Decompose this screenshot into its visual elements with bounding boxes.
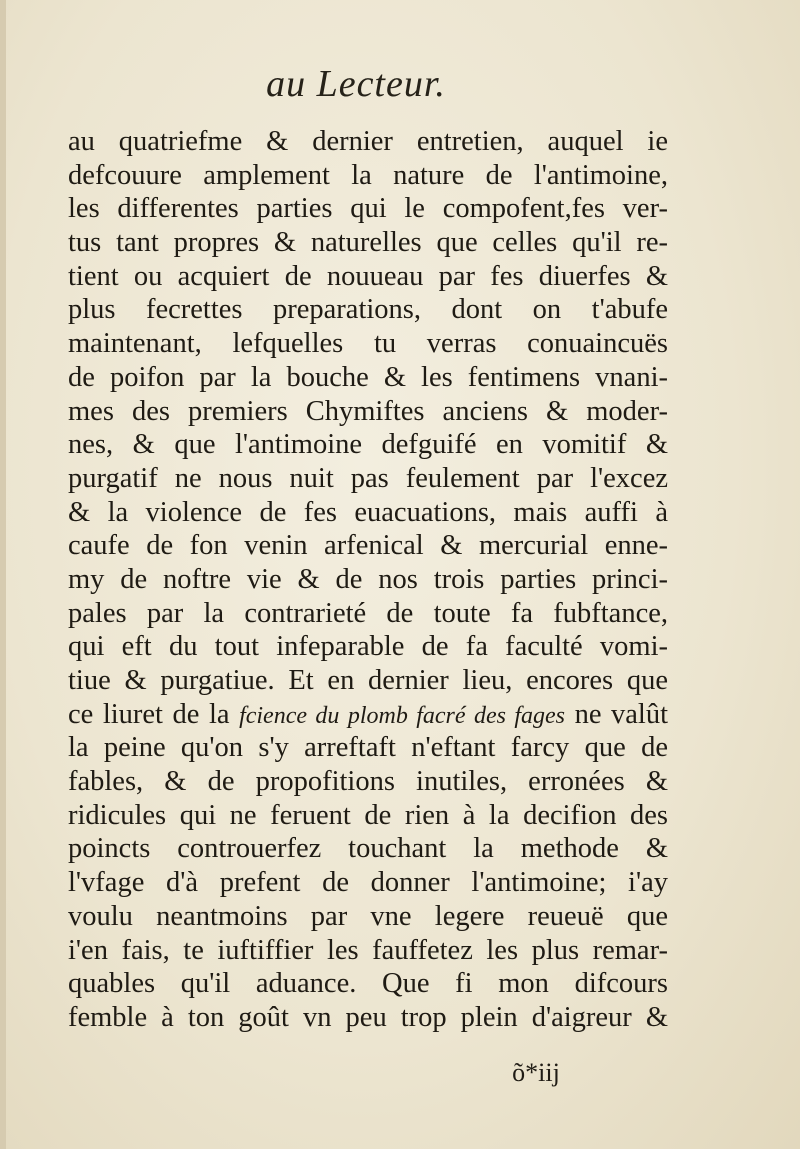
- running-title: au Lecteur.: [266, 63, 446, 105]
- text-line: maintenant, lefquelles tu verras conuaincuës: [68, 328, 668, 360]
- text-line: l'vfage d'à prefent de donner l'antimoine; i'ay: [68, 867, 668, 899]
- text-fragment: ne valût: [565, 698, 668, 730]
- text-line: la peine qu'on s'y arreftaft n'eftant farcy que de: [68, 732, 668, 764]
- signature-mark: õ*iij: [512, 1058, 560, 1087]
- text-line: de poifon par la bouche & les fentimens vnani-: [68, 361, 668, 393]
- text-fragment: ce liuret de la: [68, 698, 240, 730]
- text-line: & la violence de fes euacuations, mais auffi à: [68, 496, 668, 528]
- text-line: tiue & purgatiue. Et en dernier lieu, encores que: [68, 665, 668, 696]
- text-line: poincts controuerfez touchant la methode &: [68, 833, 668, 865]
- text-line: femble à ton goût vn peu trop plein d'aigreur &: [68, 1001, 668, 1033]
- text-line: my de noftre vie & de nos trois parties princi-: [68, 563, 668, 595]
- text-line: fables, & de propofitions inutiles, erronées &: [68, 766, 668, 798]
- text-line: les differentes parties qui le compofent,fes ver-: [68, 193, 668, 225]
- text-line: purgatif ne nous nuit pas feulement par l'excez: [68, 462, 668, 494]
- text-line: defcouure amplement la nature de l'antimoine,: [68, 159, 668, 191]
- book-title-italic: fcience du plomb facré des fages: [239, 702, 566, 729]
- body-text: [68, 125, 668, 1035]
- text-line: quables qu'il aduance. Que fi mon difcours: [68, 968, 668, 1000]
- text-line: caufe de fon venin arfenical & mercurial enne-: [68, 530, 668, 562]
- text-line: i'en fais, te iuftiffier les fauffetez les plus remar-: [68, 934, 668, 966]
- text-line: tient ou acquiert de nouueau par fes diuerfes &: [68, 260, 668, 292]
- text-line: voulu neantmoins par vne legere reueuë que: [68, 900, 668, 932]
- text-line: tus tant propres & naturelles que celles qu'il re-: [68, 227, 668, 259]
- text-line: nes, & que l'antimoine defguifé en vomitif &: [68, 429, 668, 461]
- text-line: qui eft du tout infeparable de fa faculté vomi-: [68, 631, 668, 663]
- text-line-with-title: [68, 698, 668, 732]
- text-line: plus fecrettes preparations, dont on t'abufe: [68, 294, 668, 326]
- text-line: pales par la contrarieté de toute fa fubftance,: [68, 597, 668, 629]
- text-line: mes des premiers Chymiftes anciens & moder-: [68, 395, 668, 427]
- text-line: ridicules qui ne feruent de rien à la decifion des: [68, 799, 668, 831]
- text-line: au quatriefme & dernier entretien, auquel ie: [68, 126, 668, 157]
